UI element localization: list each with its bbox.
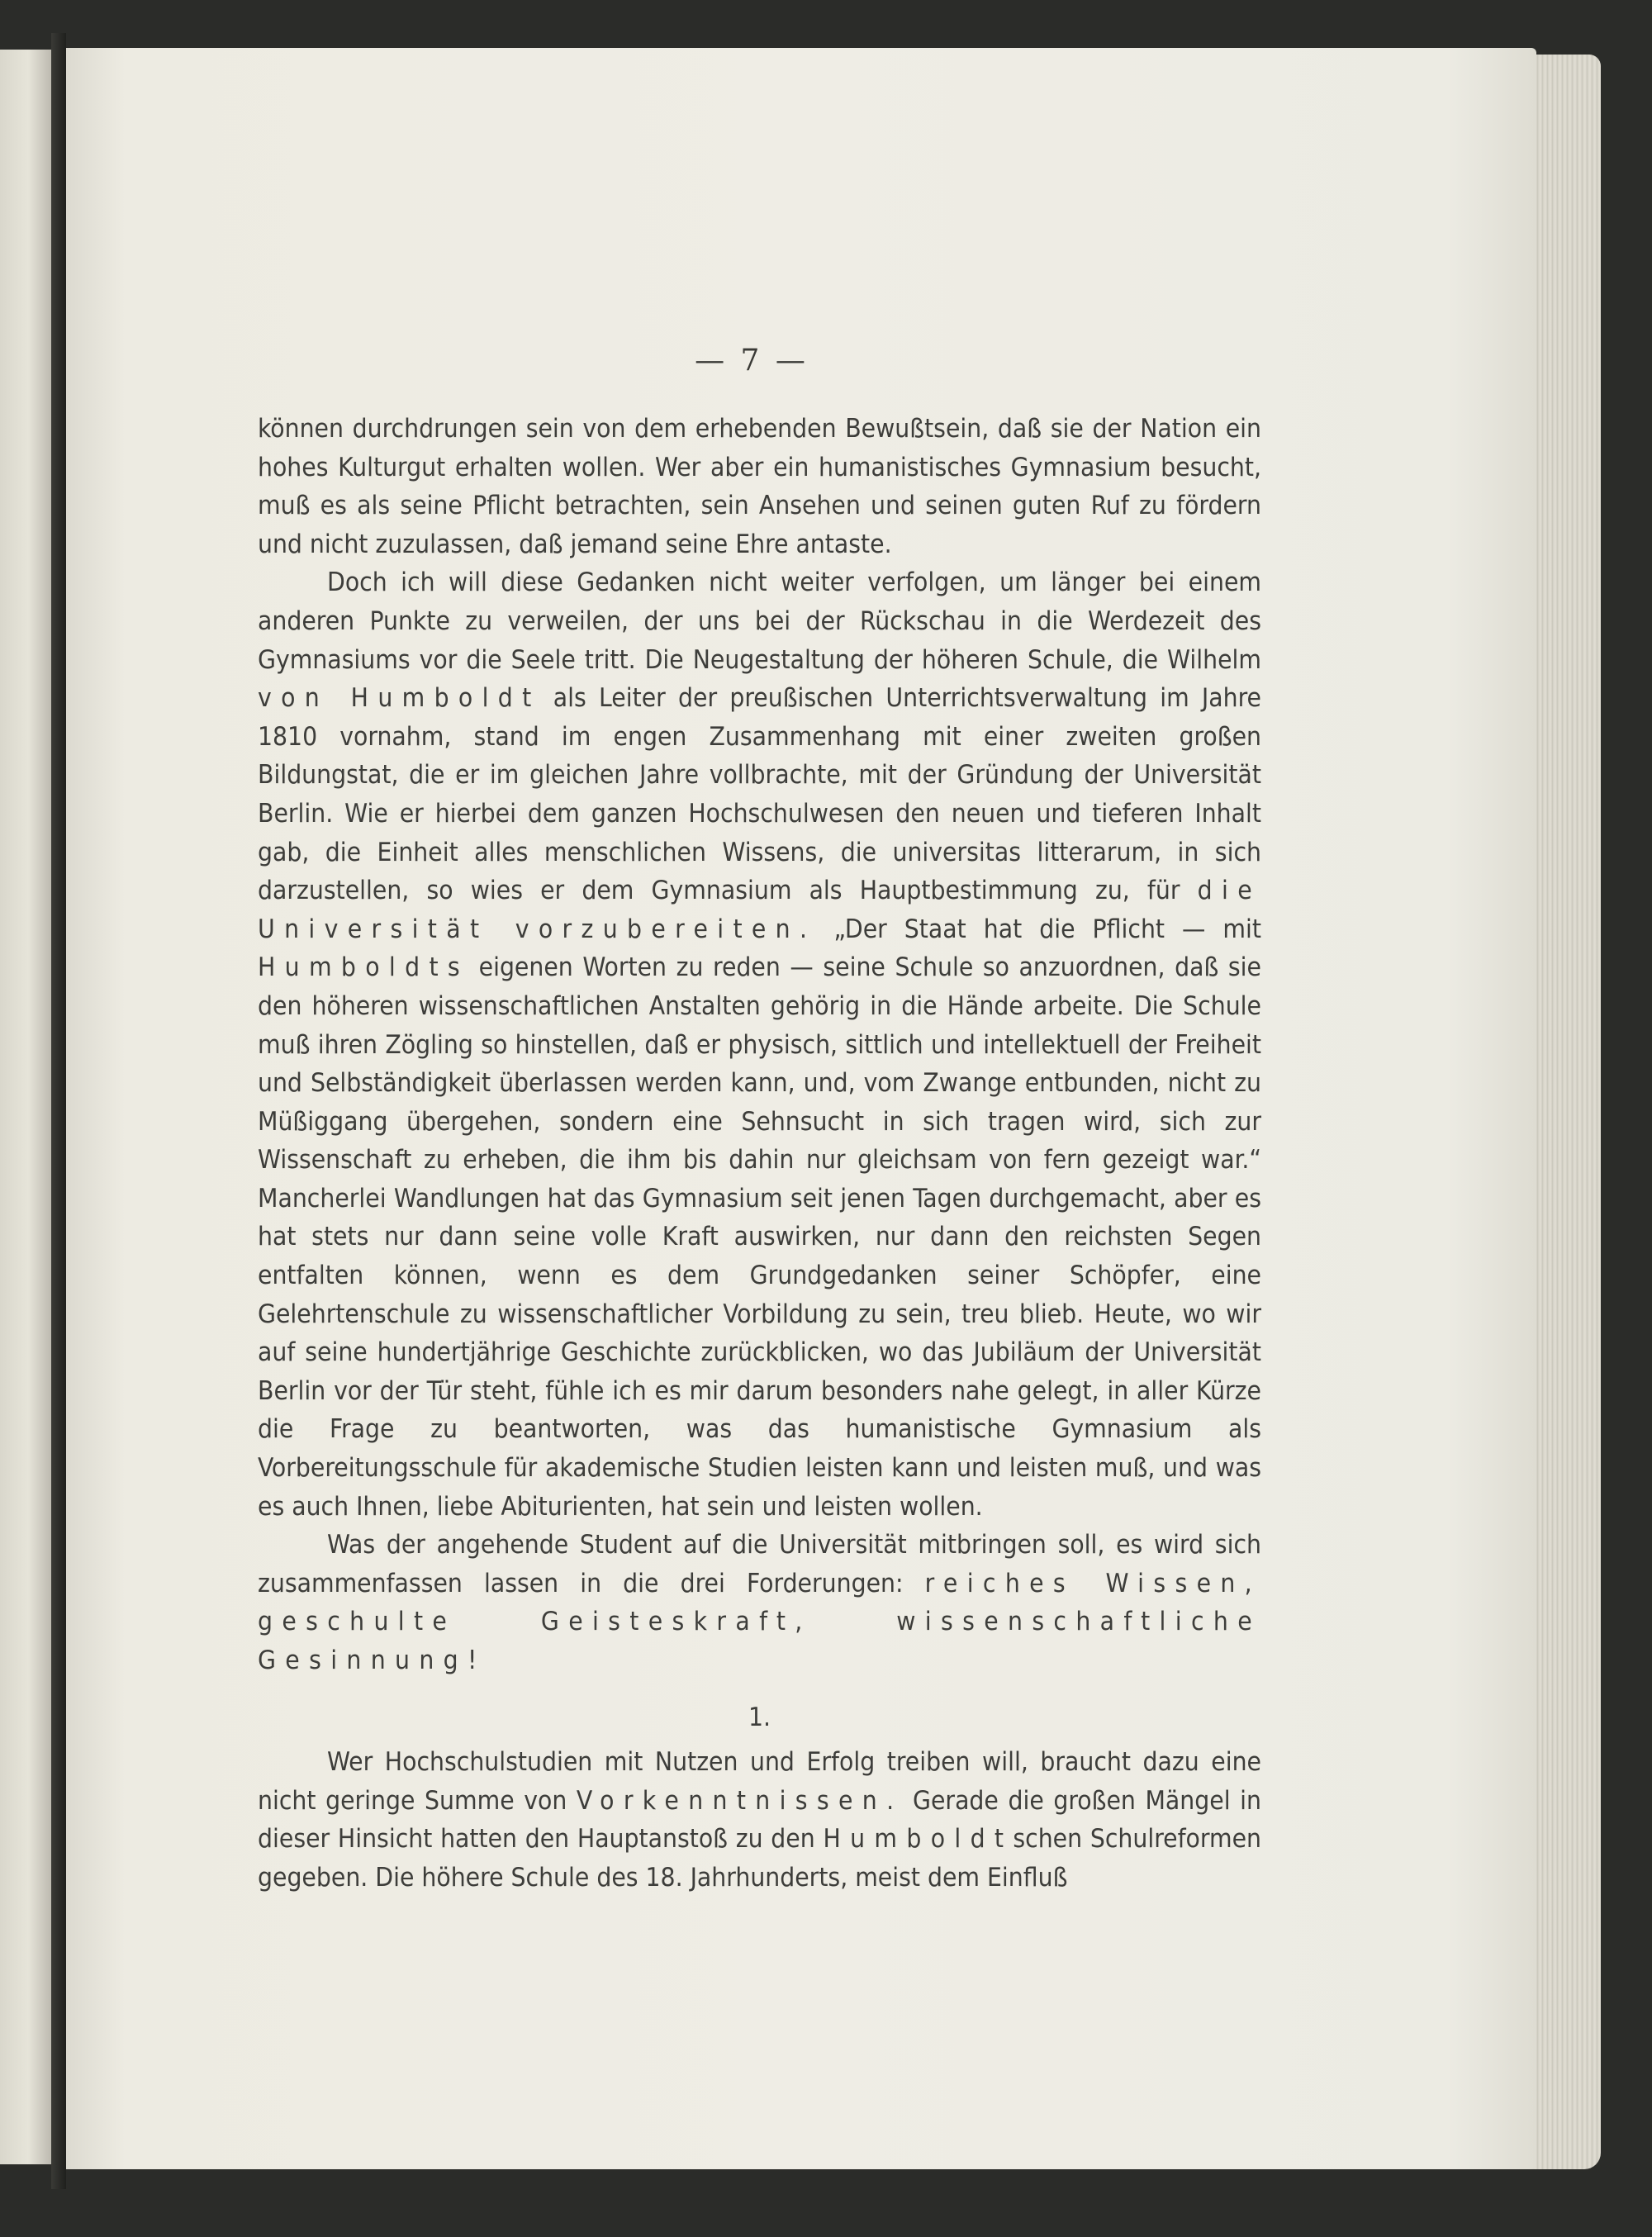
- spaced-name-humboldts: Humboldts: [258, 952, 470, 983]
- paragraph-4-text-a: Wer Hochschulstudien mit Nutzen und Erfolg treiben will, braucht dazu eine nicht geringe Summe von: [258, 1747, 1261, 1816]
- spaced-word-vorkenntnissen: Vorkenntnissen.: [576, 1785, 904, 1816]
- paragraph-4-text-c: schen Schulreformen gegeben. Die höhere Schule des 18. Jahrhunderts, meist dem Einfluß: [258, 1824, 1262, 1893]
- book-gutter: [51, 33, 66, 2189]
- paragraph-2-text-a: Doch ich will diese Gedanken nicht weiter verfolgen, um länger bei einem anderen Punkte zu verweilen, der uns bei der Rückschau in die Werdezeit des Gymnasiums vor die Seele tritt. Die Neugestaltung der höheren Schule, die Wilhelm: [258, 568, 1261, 675]
- spaced-name-von-humboldt: von Humboldt: [258, 683, 541, 714]
- previous-page-edge: [0, 50, 51, 2164]
- spaced-phrase-universitaet: die Universität vorzubereiten.: [258, 876, 1261, 944]
- body-text: [258, 410, 1261, 1897]
- paragraph-1-text: können durchdrungen sein von dem erhebenden Bewußtsein, daß sie der Nation ein hohes Kulturgut erhalten wollen. Wer aber ein humanistisches Gymnasium besucht, muß es als seine Pflicht betrachten, sein Ansehen und seinen guten Ruf zu fördern und nicht zuzulassen, daß jemand seine Ehre antaste.: [258, 414, 1261, 559]
- book-page: [66, 48, 1536, 2169]
- paragraph-3-text: Was der angehende Student auf die Universität mitbringen soll, es wird sich zusammenfassen lassen in die drei Forderungen:: [258, 1530, 1261, 1598]
- paragraph-4: [258, 1743, 1261, 1897]
- spaced-name-humboldt: Humboldt: [823, 1824, 1014, 1855]
- spaced-phrase-forderungen: reiches Wissen, geschulte Geisteskraft, wissenschaftliche Gesinnung!: [258, 1568, 1262, 1675]
- paragraph-2: [258, 563, 1261, 1526]
- paragraph-4-text-b: Gerade die großen Mängel in dieser Hinsicht hatten den Hauptanstoß zu den: [258, 1785, 1261, 1855]
- paragraph-3: [258, 1526, 1261, 1679]
- page-number: — 7 —: [695, 344, 809, 378]
- paragraph-2-text-b: als Leiter der preußischen Unterrichtsverwaltung im Jahre 1810 vornahm, stand im engen Zusammenhang mit einer zweiten großen Bildungstat, die er im gleichen Jahre vollbrachte, mit der Gründung der Universität Berlin. Wie er hierbei dem ganzen Hochschulwesen den neuen und tieferen Inhalt gab, die Einheit alles menschlichen Wissens, die universitas litterarum, in sich darzustellen, so wies er dem Gymnasium als Hauptbestimmung zu, für: [258, 683, 1261, 906]
- paragraph-2-text-d: eigenen Worten zu reden — seine Schule so anzuordnen, daß sie den höheren wissenschaftlichen Anstalten gehörig in die Hände arbeite. Die Schule muß ihren Zögling so hinstellen, daß er physisch, sittlich und intellektuell der Freiheit und Selbständigkeit überlassen werden kann, und, vom Zwange entbunden, nicht zu Müßiggang übergehen, sondern eine Sehnsucht in sich tragen wird, sich zur Wissenschaft zu erheben, die ihm bis dahin nur gleichsam von fern gezeigt war.“ Mancherlei Wandlungen hat das Gymnasium seit jenen Tagen durchgemacht, aber es hat stets nur dann seine volle Kraft auswirken, nur dann den reichsten Segen entfalten können, wenn es dem Grundgedanken seiner Schöpfer, eine Gelehrtenschule zu wissenschaftlicher Vorbildung zu sein, treu blieb. Heute, wo wir auf seine hundertjährige Geschichte zurückblicken, wo das Jubiläum der Universität Berlin vor der Tür steht, fühle ich es mir darum besonders nahe gelegt, in aller Kürze die Frage zu beantworten, was das humanistische Gymnasium als Vorbereitungsschule für akademische Studien leisten kann und leisten muß, und was es auch Ihnen, liebe Abiturienten, hat sein und leisten wollen.: [258, 952, 1261, 1522]
- paragraph-1: [258, 410, 1261, 563]
- paragraph-2-text-c: „Der Staat hat die Pflicht — mit: [816, 914, 1261, 944]
- section-number: 1.: [748, 1702, 771, 1732]
